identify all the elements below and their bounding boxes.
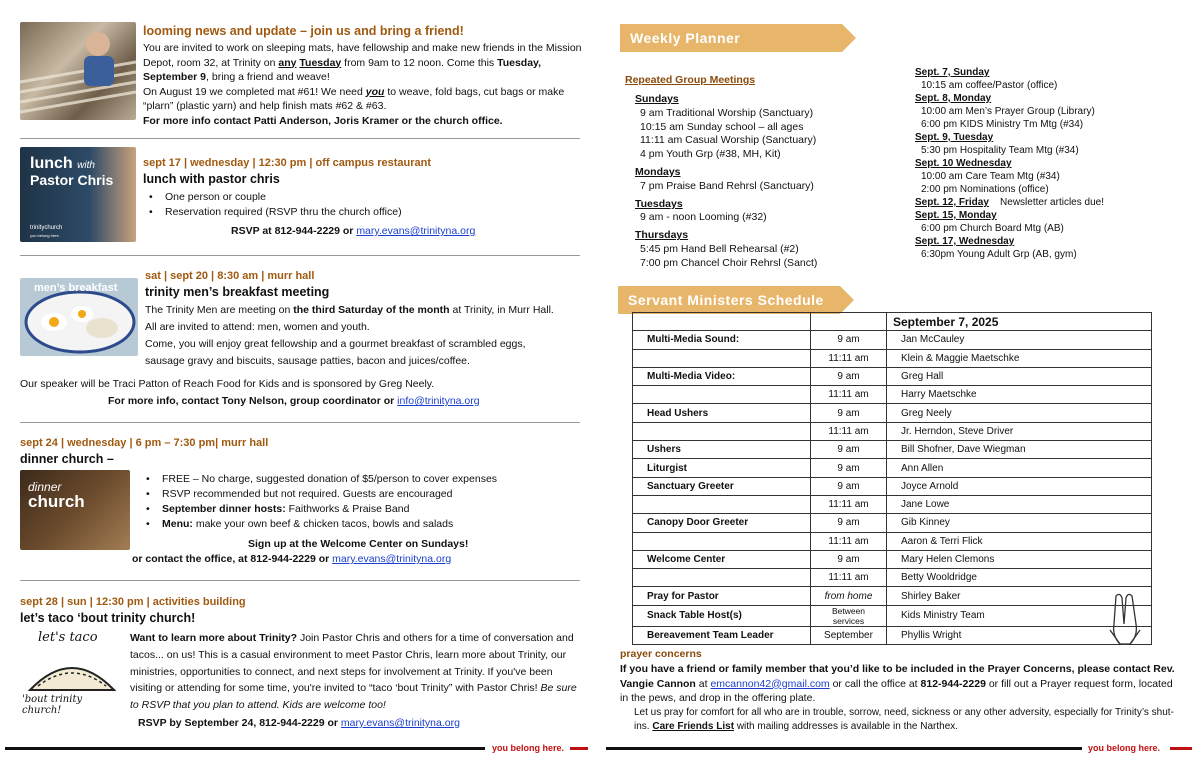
loom-illustration <box>20 22 136 120</box>
schedule-role-cell <box>633 386 811 404</box>
event-date: Sept. 7, Sunday <box>915 67 990 78</box>
list-item: 5:45 pm Hand Bell Rehearsal (#2) <box>640 242 799 255</box>
repeated-meetings-title: Repeated Group Meetings <box>625 74 756 86</box>
schedule-name-cell: Jane Lowe <box>887 495 1152 513</box>
schedule-role-cell: Liturgist <box>633 459 811 477</box>
schedule-name-cell: Bill Shofner, Dave Wiegman <box>887 441 1152 459</box>
lunch-section <box>143 157 583 239</box>
schedule-name-cell: Klein & Maggie Maetschke <box>887 349 1152 367</box>
schedule-name-cell: Aaron & Terri Flick <box>887 532 1152 550</box>
schedule-date: September 7, 2025 <box>887 313 1152 331</box>
weekly-planner-banner: Weekly Planner <box>620 24 842 52</box>
taco-paragraph: Want to learn more about Trinity? Join Pastor Chris and others for a time of conversation and tacos... on us! This is a casual environment to meet Pastor Chris, learn more about Trinity, our ministries, opportunities to connect, and next steps for involvement at Trinity. If you've been visiting or attending for some time, you're invited to “taco ‘bout Trinity” with Pastor Chris! Be sure to RSVP that you plan to attend. Kids are welcome too! <box>130 632 577 712</box>
dinner-section <box>20 437 580 466</box>
table-row <box>633 422 1152 440</box>
schedule-role-cell: Multi-Media Video: <box>633 367 811 385</box>
breakfast-paragraph-3: Our speaker will be Traci Patton of Reach Food for Kids and is sponsored by Greg Neely. <box>20 378 435 390</box>
schedule-name-cell: Phyllis Wright <box>887 626 1152 644</box>
table-row <box>633 459 1152 477</box>
list-item: 6:00 pm KIDS Ministry Tm Mtg (#34) <box>921 119 1084 130</box>
list-item: 10:15 am Sunday school – all ages <box>640 120 804 133</box>
breakfast-header: sat | sept 20 | 8:30 am | murr hall <box>145 270 315 282</box>
dinner-header: sept 24 | wednesday | 6 pm – 7:30 pm| murr hall <box>20 437 269 449</box>
list-item: 6:30pm Young Adult Grp (AB, gym) <box>921 249 1077 260</box>
schedule-name-cell: Joyce Arnold <box>887 477 1152 495</box>
table-row <box>633 550 1152 568</box>
table-row <box>633 495 1152 513</box>
praying-hands-icon <box>1102 590 1148 652</box>
breakfast-title: trinity men’s breakfast meeting <box>145 285 330 299</box>
schedule-time-cell: from home <box>811 587 887 605</box>
schedule-time-cell: 9 am <box>811 367 887 385</box>
schedule-name-cell: Kids Ministry Team <box>887 605 1152 626</box>
list-item: 9 am Traditional Worship (Sanctuary) <box>640 106 814 119</box>
footer-tagline: you belong here. <box>492 743 565 753</box>
schedule-role-cell: Ushers <box>633 441 811 459</box>
schedule-name-cell: Ann Allen <box>887 459 1152 477</box>
event-date: Sept. 12, Friday <box>915 197 989 208</box>
dated-events <box>915 66 1195 261</box>
schedule-role-cell: Bereavement Team Leader <box>633 626 811 644</box>
dinner-contact: or contact the office, at 812-944-2229 or mary.evans@trinityna.org <box>132 553 452 565</box>
list-item: 11:11 am Casual Worship (Sanctuary) <box>640 134 817 147</box>
list-item: 10:15 am coffee/Pastor (office) <box>921 80 1058 91</box>
footer-tagline: you belong here. <box>1088 743 1161 753</box>
schedule-time-cell: September <box>811 626 887 644</box>
lunch-title: lunch with pastor chris <box>143 172 280 186</box>
planner-day: Sundays <box>635 93 679 105</box>
list-item: 7 pm Praise Band Rehrsl (Sanctuary) <box>640 179 814 192</box>
schedule-time-cell: 9 am <box>811 477 887 495</box>
event-date: Sept. 17, Wednesday <box>915 236 1015 247</box>
schedule-time-cell: 9 am <box>811 459 887 477</box>
list-item: • September dinner hosts: Faithworks & Praise Band <box>140 502 580 517</box>
list-item: • RSVP recommended but not required. Guests are encouraged <box>140 487 580 502</box>
lunch-bullets <box>143 190 583 220</box>
schedule-role-cell <box>633 495 811 513</box>
list-item: 5:30 pm Hospitality Team Mtg (#34) <box>921 145 1079 156</box>
taco-header: sept 28 | sun | 12:30 pm | activities building <box>20 596 246 608</box>
dinner-bullets <box>140 472 580 532</box>
schedule-role-cell: Pray for Pastor <box>633 587 811 605</box>
repeated-groups <box>635 93 905 271</box>
servant-schedule-table <box>632 312 1152 645</box>
schedule-time-cell: 9 am <box>811 331 887 349</box>
schedule-time-cell: 11:11 am <box>811 495 887 513</box>
footer-bar <box>606 747 1082 750</box>
table-row <box>633 514 1152 532</box>
schedule-role-cell: Head Ushers <box>633 404 811 422</box>
divider <box>20 255 580 256</box>
taco-rsvp: RSVP by September 24, 812-944-2229 or mary.evans@trinityna.org <box>138 717 460 729</box>
list-item: • Menu: make your own beef & chicken tacos, bowls and salads <box>140 517 580 532</box>
list-item: 10:00 am Care Team Mtg (#34) <box>921 171 1060 182</box>
schedule-time-cell: 11:11 am <box>811 532 887 550</box>
table-row <box>633 569 1152 587</box>
list-item: 9 am - noon Looming (#32) <box>640 211 767 224</box>
schedule-time-cell: 9 am <box>811 514 887 532</box>
email-link[interactable]: info@trinityna.org <box>397 395 480 407</box>
event-date: Sept. 15, Monday <box>915 210 997 221</box>
footer-bar <box>5 747 485 750</box>
schedule-role-cell <box>633 422 811 440</box>
taco-title: let’s taco ‘bout trinity church! <box>20 611 196 625</box>
schedule-role-cell: Canopy Door Greeter <box>633 514 811 532</box>
schedule-time-cell: 11:11 am <box>811 386 887 404</box>
prayer-title: prayer concerns <box>620 648 702 660</box>
looming-title: looming news and update – join us and bring a friend! <box>143 24 464 38</box>
table-row <box>633 477 1152 495</box>
schedule-name-cell: Shirley Baker <box>887 587 1152 605</box>
table-row <box>633 587 1152 605</box>
planner-day: Thursdays <box>635 229 689 242</box>
email-link[interactable]: emcannon42@gmail.com <box>710 677 830 690</box>
prayer-section <box>620 648 1180 735</box>
repeated-meetings <box>625 74 905 271</box>
servant-ministers-banner: Servant Ministers Schedule <box>618 286 840 314</box>
schedule-time-cell: 11:11 am <box>811 349 887 367</box>
breakfast-image: men’s breakfast <box>20 278 138 356</box>
looming-contact: For more info contact Patti Anderson, Joris Kramer or the church office. <box>143 114 503 127</box>
divider <box>20 580 580 581</box>
looming-section <box>143 24 583 128</box>
list-item: 2:00 pm Nominations (office) <box>921 184 1049 195</box>
email-link[interactable]: mary.evans@trinityna.org <box>356 225 476 237</box>
table-row <box>633 367 1152 385</box>
schedule-name-cell: Greg Neely <box>887 404 1152 422</box>
table-row <box>633 626 1152 644</box>
schedule-name-cell: Gib Kinney <box>887 514 1152 532</box>
dinner-title: dinner church – <box>20 452 114 466</box>
schedule-role-cell: Sanctuary Greeter <box>633 477 811 495</box>
lunch-header: sept 17 | wednesday | 12:30 pm | off campus restaurant <box>143 157 431 169</box>
schedule-time-cell: 11:11 am <box>811 422 887 440</box>
list-item: Newsletter articles due! <box>1000 197 1104 208</box>
list-item: 10:00 am Men’s Prayer Group (Library) <box>921 106 1095 117</box>
schedule-role-cell <box>633 349 811 367</box>
schedule-role-cell: Multi-Media Sound: <box>633 331 811 349</box>
schedule-name-cell: Betty Wooldridge <box>887 569 1152 587</box>
list-item: 6:00 pm Church Board Mtg (AB) <box>921 223 1064 234</box>
looming-paragraph-2: On August 19 we completed mat #61! We need you to weave, fold bags, cut bags or make “plarn” (plastic yarn) and help finish mats #62 & #63. <box>143 85 565 112</box>
planner-day: Mondays <box>635 165 681 178</box>
schedule-name-cell: Harry Maetschke <box>887 386 1152 404</box>
lunch-rsvp: RSVP at 812-944-2229 or mary.evans@trinityna.org <box>231 225 476 237</box>
schedule-name-cell: Jan McCauley <box>887 331 1152 349</box>
dinner-church-image: dinner church <box>20 470 130 550</box>
schedule-role-cell: Welcome Center <box>633 550 811 568</box>
schedule-time-cell: 9 am <box>811 404 887 422</box>
schedule-time-cell: 11:11 am <box>811 569 887 587</box>
email-link[interactable]: mary.evans@trinityna.org <box>332 553 452 565</box>
lunch-pastor-image: lunch with Pastor Chris trinitychurch you belong here. <box>20 147 136 242</box>
divider <box>20 422 580 423</box>
divider <box>20 138 580 139</box>
looming-paragraph-1: You are invited to work on sleeping mats, have fellowship and make new friends in the Mission Depot, room 32, at Trinity on any Tuesday from 9am to 12 noon. Come this Tuesday, September 9, bring a friend and weave! <box>143 42 582 83</box>
taco-image: let's taco 'bout trinity church! <box>20 628 124 718</box>
schedule-name-cell: Mary Helen Clemons <box>887 550 1152 568</box>
schedule-role-cell <box>633 569 811 587</box>
event-date: Sept. 8, Monday <box>915 93 992 104</box>
looming-photo <box>20 22 136 120</box>
table-row <box>633 441 1152 459</box>
event-date: Sept. 9, Tuesday <box>915 132 994 143</box>
schedule-time-cell: 9 am <box>811 550 887 568</box>
prayer-paragraph-2: Let us pray for comfort for all who are in trouble, sorrow, need, sickness or any other adversity, especially for Trinity’s shut-ins. Care Friends List with mailing addresses is available in the Narthex. <box>634 706 1174 732</box>
schedule-name-cell: Jr. Herndon, Steve Driver <box>887 422 1152 440</box>
footer-bar-accent <box>570 747 588 750</box>
dinner-signup: Sign up at the Welcome Center on Sundays! <box>248 538 469 550</box>
schedule-role-cell: Snack Table Host(s) <box>633 605 811 626</box>
breakfast-contact: For more info, contact Tony Nelson, group coordinator or info@trinityna.org <box>108 395 480 407</box>
table-row <box>633 331 1152 349</box>
table-header-row <box>633 313 1152 331</box>
taco-section <box>20 596 580 625</box>
prayer-paragraph-1: If you have a friend or family member that you’d like to be included in the Prayer Concerns, please contact Rev. Vangie Cannon at emcannon42@gmail.com or call the office at 812-944-2229 or fill out a Prayer request form, located in the pews, and drop in the offering plate. <box>620 663 1175 704</box>
footer-bar-accent <box>1170 747 1192 750</box>
breakfast-paragraph-1: The Trinity Men are meeting on the third Saturday of the month at Trinity, in Murr Hall. All are invited to attend: men, women and youth. <box>145 304 554 333</box>
list-item: • One person or couple <box>143 190 583 205</box>
schedule-name-cell: Greg Hall <box>887 367 1152 385</box>
event-date: Sept. 10 Wednesday <box>915 158 1012 169</box>
email-link[interactable]: mary.evans@trinityna.org <box>340 717 460 729</box>
breakfast-section <box>145 270 565 370</box>
table-row <box>633 349 1152 367</box>
list-item: • FREE – No charge, suggested donation of $5/person to cover expenses <box>140 472 580 487</box>
schedule-role-cell <box>633 532 811 550</box>
schedule-time-cell: 9 am <box>811 441 887 459</box>
list-item: 7:00 pm Chancel Choir Rehrsl (Sanct) <box>640 256 818 269</box>
schedule-time-cell: Between services <box>811 605 887 626</box>
table-row <box>633 404 1152 422</box>
table-row <box>633 386 1152 404</box>
table-row <box>633 532 1152 550</box>
breakfast-paragraph-2: Come, you will enjoy great fellowship and a gourmet breakfast of scrambled eggs, sausage gravy and biscuits, sausage patties, bacon and juices/coffee. <box>145 338 526 367</box>
list-item: 4 pm Youth Grp (#38, MH, Kit) <box>640 148 781 161</box>
planner-day: Tuesdays <box>635 197 683 210</box>
list-item: • Reservation required (RSVP thru the church office) <box>143 205 583 220</box>
table-row <box>633 605 1152 626</box>
